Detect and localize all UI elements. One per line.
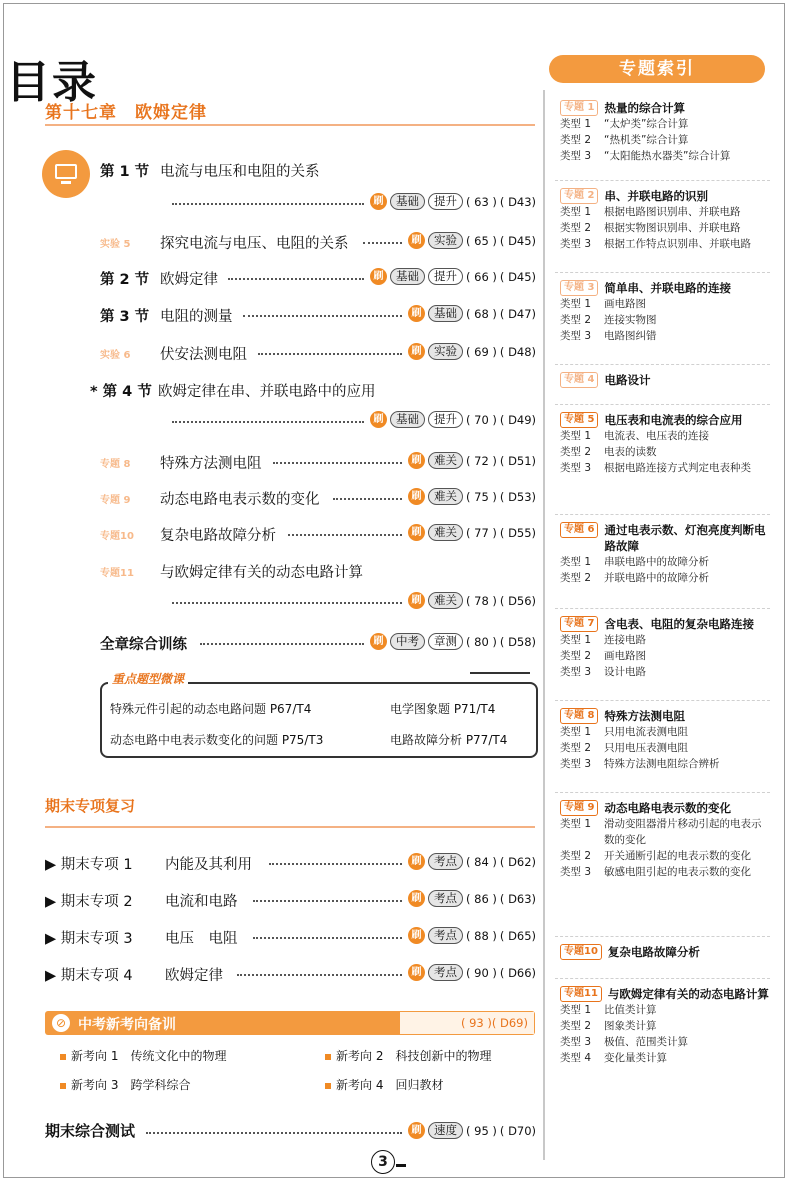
block-separator <box>555 514 770 515</box>
answer-ref: ( D43) <box>499 194 537 209</box>
block-separator <box>555 700 770 701</box>
badge: 考点 <box>428 964 463 981</box>
block-separator <box>555 608 770 609</box>
chapter-divider <box>45 124 535 126</box>
toc-badges <box>370 193 536 210</box>
toc-badges <box>370 268 536 285</box>
badge: 基础 <box>390 268 425 285</box>
chapter-title: 第十七章 欧姆定律 <box>45 103 207 123</box>
toc-badges <box>408 343 536 360</box>
topic-title: 串、并联电路的识别 <box>604 189 708 203</box>
review-title[interactable]: 电流和电路 <box>165 894 238 910</box>
topic-title: 电路设计 <box>604 373 651 387</box>
page-ref: ( 66 ) <box>466 269 497 284</box>
shua-icon: 刷 <box>408 452 425 469</box>
badge: 基础 <box>390 193 425 210</box>
toc-badges <box>408 305 536 322</box>
topic-type: 类型 3 特殊方法测电阻综合辨析 <box>560 758 720 770</box>
leader-dots <box>200 643 364 645</box>
topic-type: 类型 3 极值、范围类计算 <box>560 1036 688 1048</box>
review-badges <box>408 890 536 907</box>
leader-dots <box>273 462 402 464</box>
focus-item[interactable]: 电学图象题 P71/T4 <box>390 702 496 716</box>
focus-item[interactable]: 特殊元件引起的动态电路问题 P67/T4 <box>110 702 312 716</box>
page-ref: ( 70 ) <box>466 412 497 427</box>
shua-icon: 刷 <box>408 524 425 541</box>
topic-type: 类型 2 连接实物图 <box>560 314 657 326</box>
toc-entry-title[interactable]: 欧姆定律 <box>160 272 218 288</box>
topic-tag: 专题 2 <box>560 188 598 204</box>
toc-badges <box>408 592 536 609</box>
leader-dots <box>258 353 402 355</box>
leader-dots <box>172 421 364 423</box>
banner-ref: ( 93 )( D69) <box>400 1012 534 1034</box>
topic-block[interactable] <box>560 708 770 772</box>
topic-type: 类型 3 设计电路 <box>560 666 646 678</box>
review-title[interactable]: 内能及其利用 <box>165 857 252 873</box>
topic-type: 类型 2 开关通断引起的电表示数的变化 <box>560 850 751 862</box>
badge: 提升 <box>428 193 463 210</box>
topic-tag: 专题11 <box>560 986 602 1002</box>
shua-icon: 刷 <box>370 268 387 285</box>
review-title[interactable]: 电压 电阻 <box>165 931 238 947</box>
focus-arrow <box>470 672 530 674</box>
topic-tag: 专题10 <box>100 531 134 542</box>
new-direction-item[interactable]: 新考向 3 跨学科综合 <box>60 1076 190 1093</box>
topic-type: 类型 1 滑动变阻器滑片移动引起的电表示数的变化 <box>560 818 762 846</box>
page-ref: ( 95 ) <box>466 1123 497 1138</box>
badge: 考点 <box>428 853 463 870</box>
topic-tag: 专题 1 <box>560 100 598 116</box>
topic-type: 类型 2 电表的读数 <box>560 446 657 458</box>
focus-title: 重点题型微课 <box>108 670 188 687</box>
badge: 实验 <box>428 232 463 249</box>
topic-title: 热量的综合计算 <box>604 101 685 115</box>
section-label: 第 3 节 <box>100 309 150 325</box>
final-test-badges <box>408 1122 536 1139</box>
topic-tag: 专题 8 <box>560 708 598 724</box>
topic-type: 类型 2 并联电路中的故障分析 <box>560 572 709 584</box>
shua-icon: 刷 <box>408 964 425 981</box>
shua-icon: 刷 <box>408 343 425 360</box>
page-ref: ( 75 ) <box>466 489 497 504</box>
answer-ref: ( D51) <box>499 453 537 468</box>
answer-ref: ( D45) <box>499 269 537 284</box>
topic-title: 复杂电路故障分析 <box>607 945 700 959</box>
topic-type: 类型 1 画电路图 <box>560 298 646 310</box>
page-ref: ( 84 ) <box>466 854 497 869</box>
column-divider <box>543 90 545 1160</box>
topic-tag: 专题 8 <box>100 459 131 470</box>
answer-ref: ( D58) <box>499 634 537 649</box>
toc-badges <box>408 232 536 249</box>
section-label: 第 2 节 <box>100 272 150 288</box>
topic-type: 类型 1 根据电路图识别串、并联电路 <box>560 206 741 218</box>
review-badges <box>408 853 536 870</box>
page-ref: ( 86 ) <box>466 891 497 906</box>
topic-tag: 专题 3 <box>560 280 598 296</box>
topic-type: 类型 2 根据实物图识别串、并联电路 <box>560 222 741 234</box>
page-ref: ( 88 ) <box>466 928 497 943</box>
toc-entry-title[interactable]: 电流与电压和电阻的关系 <box>160 164 320 180</box>
answer-ref: ( D49) <box>499 412 537 427</box>
block-separator <box>555 272 770 273</box>
answer-ref: ( D56) <box>499 593 537 608</box>
review-label: ▶ 期末专项 4 <box>45 968 133 984</box>
badge: 实验 <box>428 343 463 360</box>
leader-dots <box>228 278 364 280</box>
banner-title: 中考新考向备训 <box>78 1017 176 1033</box>
answer-ref: ( D45) <box>499 233 537 248</box>
badge: 考点 <box>428 927 463 944</box>
shua-icon: 刷 <box>408 890 425 907</box>
page-ref: ( 72 ) <box>466 453 497 468</box>
block-separator <box>555 936 770 937</box>
topic-type: 类型 1 连接电路 <box>560 634 646 646</box>
shua-icon: 刷 <box>408 592 425 609</box>
toc-entry-title[interactable]: 复杂电路故障分析 <box>160 528 276 544</box>
review-label: ▶ 期末专项 2 <box>45 894 133 910</box>
badge: 难关 <box>428 452 463 469</box>
topic-tag: 实验 6 <box>100 350 131 361</box>
topic-type: 类型 4 变化量类计算 <box>560 1052 667 1064</box>
page-ref: ( 69 ) <box>466 344 497 359</box>
topic-type: 类型 1 “太炉类”综合计算 <box>560 118 689 130</box>
monitor-icon <box>42 150 90 198</box>
topic-title: 通过电表示数、灯泡亮度判断电路故障 <box>604 523 766 553</box>
topic-title: 含电表、电阻的复杂电路连接 <box>604 617 754 631</box>
topic-title: 动态电路电表示数的变化 <box>604 801 731 815</box>
answer-ref: ( D47) <box>499 306 537 321</box>
leader-dots <box>363 242 402 244</box>
toc-badges <box>370 633 536 650</box>
shua-icon: 刷 <box>408 1122 425 1139</box>
topic-block[interactable] <box>560 986 770 1066</box>
review-heading: 期末专项复习 <box>45 797 136 815</box>
answer-ref: ( D65) <box>499 928 537 943</box>
topic-type: 类型 2 “热机类”综合计算 <box>560 134 689 146</box>
review-title[interactable]: 欧姆定律 <box>165 968 223 984</box>
page-ref: ( 65 ) <box>466 233 497 248</box>
topic-block[interactable] <box>560 522 770 586</box>
answer-ref: ( D62) <box>499 854 537 869</box>
shua-icon: 刷 <box>408 853 425 870</box>
review-badges <box>408 964 536 981</box>
topic-title: 简单串、并联电路的连接 <box>604 281 731 295</box>
topic-tag: 专题 7 <box>560 616 598 632</box>
leader-dots <box>253 937 402 939</box>
topic-block[interactable] <box>560 944 770 960</box>
page-ref: ( 77 ) <box>466 525 497 540</box>
toc-entry-title[interactable]: 伏安法测电阻 <box>160 347 247 363</box>
section-label: * 第 4 节 <box>90 384 152 400</box>
topic-type: 类型 3 根据工作特点识别串、并联电路 <box>560 238 751 250</box>
topic-type: 类型 1 只用电流表测电阻 <box>560 726 688 738</box>
badge: 考点 <box>428 890 463 907</box>
topic-tag: 专题 5 <box>560 412 598 428</box>
answer-ref: ( D53) <box>499 489 537 504</box>
review-label: ▶ 期末专项 1 <box>45 857 133 873</box>
toc-badges <box>370 411 536 428</box>
block-separator <box>555 978 770 979</box>
topic-block[interactable] <box>560 188 770 252</box>
leader-dots <box>172 203 364 205</box>
leader-dots <box>237 974 402 976</box>
page-ref: ( 68 ) <box>466 306 497 321</box>
answer-ref: ( D63) <box>499 891 537 906</box>
answer-ref: ( D48) <box>499 344 537 359</box>
leader-dots <box>253 900 402 902</box>
shua-icon: 刷 <box>370 633 387 650</box>
badge: 难关 <box>428 524 463 541</box>
topic-block[interactable] <box>560 280 770 344</box>
shua-icon: 刷 <box>370 411 387 428</box>
shua-icon: 刷 <box>408 927 425 944</box>
shua-icon: 刷 <box>408 232 425 249</box>
topic-type: 类型 2 画电路图 <box>560 650 646 662</box>
page-number: 3 <box>371 1150 395 1174</box>
topic-type: 类型 3 电路图纠错 <box>560 330 657 342</box>
topic-type: 类型 2 只用电压表测电阻 <box>560 742 688 754</box>
badge: 难关 <box>428 592 463 609</box>
final-test-title[interactable]: 期末综合测试 <box>45 1122 136 1140</box>
topic-tag: 专题 4 <box>560 372 598 388</box>
toc-badges <box>408 488 536 505</box>
page-ref: ( 78 ) <box>466 593 497 608</box>
toc-entry-title[interactable]: 欧姆定律在串、并联电路中的应用 <box>158 384 376 400</box>
page-ref: ( 63 ) <box>466 194 497 209</box>
review-badges <box>408 927 536 944</box>
leader-dots <box>172 602 402 604</box>
toc-entry-title[interactable]: 电阻的测量 <box>160 309 233 325</box>
page-ref: ( 80 ) <box>466 634 497 649</box>
toc-entry-title[interactable]: 与欧姆定律有关的动态电路计算 <box>160 565 363 581</box>
topic-block[interactable] <box>560 100 770 164</box>
topic-tag: 专题11 <box>100 568 134 579</box>
topic-type: 类型 3 敏感电阻引起的电表示数的变化 <box>560 866 751 878</box>
answer-ref: ( D66) <box>499 965 537 980</box>
topic-type: 类型 1 串联电路中的故障分析 <box>560 556 709 568</box>
badge: 章测 <box>428 633 463 650</box>
review-divider <box>45 826 535 828</box>
badge: 难关 <box>428 488 463 505</box>
topic-type: 类型 1 比值类计算 <box>560 1004 657 1016</box>
topic-block[interactable] <box>560 616 770 680</box>
focus-item[interactable]: 动态电路中电表示数变化的问题 P75/T3 <box>110 733 324 747</box>
section-label: 第 1 节 <box>100 164 150 180</box>
topic-type: 类型 3 根据电路连接方式判定电表种类 <box>560 462 751 474</box>
answer-ref: ( D55) <box>499 525 537 540</box>
leader-dots <box>333 498 402 500</box>
block-separator <box>555 364 770 365</box>
topic-index-header: 专题索引 <box>549 55 765 83</box>
topic-tag: 专题 9 <box>560 800 598 816</box>
badge: 中考 <box>390 633 425 650</box>
topic-title: 电压表和电流表的综合应用 <box>604 413 743 427</box>
leader-dots <box>288 534 402 536</box>
leader-dots <box>269 863 402 865</box>
topic-title: 与欧姆定律有关的动态电路计算 <box>607 987 769 1001</box>
block-separator <box>555 180 770 181</box>
toc-entry-title[interactable]: 探究电流与电压、电阻的关系 <box>160 236 349 252</box>
leader-dots <box>243 315 402 317</box>
topic-type: 类型 2 图象类计算 <box>560 1020 657 1032</box>
topic-block[interactable] <box>560 800 770 880</box>
topic-title: 特殊方法测电阻 <box>604 709 685 723</box>
answer-ref: ( D70) <box>499 1123 537 1138</box>
block-separator <box>555 792 770 793</box>
topic-block[interactable] <box>560 372 770 388</box>
toc-entry-title[interactable]: 特殊方法测电阻 <box>160 456 262 472</box>
page-flag <box>396 1164 406 1167</box>
shua-icon: 刷 <box>370 193 387 210</box>
topic-type: 类型 3 “太阳能热水器类”综合计算 <box>560 150 731 162</box>
badge: 基础 <box>428 305 463 322</box>
topic-type: 类型 1 电流表、电压表的连接 <box>560 430 709 442</box>
toc-badges <box>408 452 536 469</box>
shua-icon: 刷 <box>408 488 425 505</box>
topic-tag: 专题 9 <box>100 495 131 506</box>
block-separator <box>555 404 770 405</box>
section-label: 全章综合训练 <box>100 637 187 653</box>
badge: 提升 <box>428 268 463 285</box>
new-direction-item[interactable]: 新考向 2 科技创新中的物理 <box>325 1047 491 1064</box>
page-title: 目录 <box>6 57 98 108</box>
topic-tag: 专题10 <box>560 944 602 960</box>
topic-tag: 实验 5 <box>100 239 131 250</box>
shua-icon: 刷 <box>408 305 425 322</box>
review-label: ▶ 期末专项 3 <box>45 931 133 947</box>
page-ref: ( 90 ) <box>466 965 497 980</box>
badge: 速度 <box>428 1122 463 1139</box>
topic-tag: 专题 6 <box>560 522 598 538</box>
compass-icon: ⊘ <box>52 1014 70 1032</box>
leader-dots <box>146 1132 402 1134</box>
badge: 基础 <box>390 411 425 428</box>
new-direction-item[interactable]: 新考向 4 回归教材 <box>325 1076 443 1093</box>
toc-entry-title[interactable]: 动态电路电表示数的变化 <box>160 492 320 508</box>
topic-block[interactable] <box>560 412 770 476</box>
new-direction-item[interactable]: 新考向 1 传统文化中的物理 <box>60 1047 226 1064</box>
focus-item[interactable]: 电路故障分析 P77/T4 <box>390 733 508 747</box>
badge: 提升 <box>428 411 463 428</box>
toc-badges <box>408 524 536 541</box>
